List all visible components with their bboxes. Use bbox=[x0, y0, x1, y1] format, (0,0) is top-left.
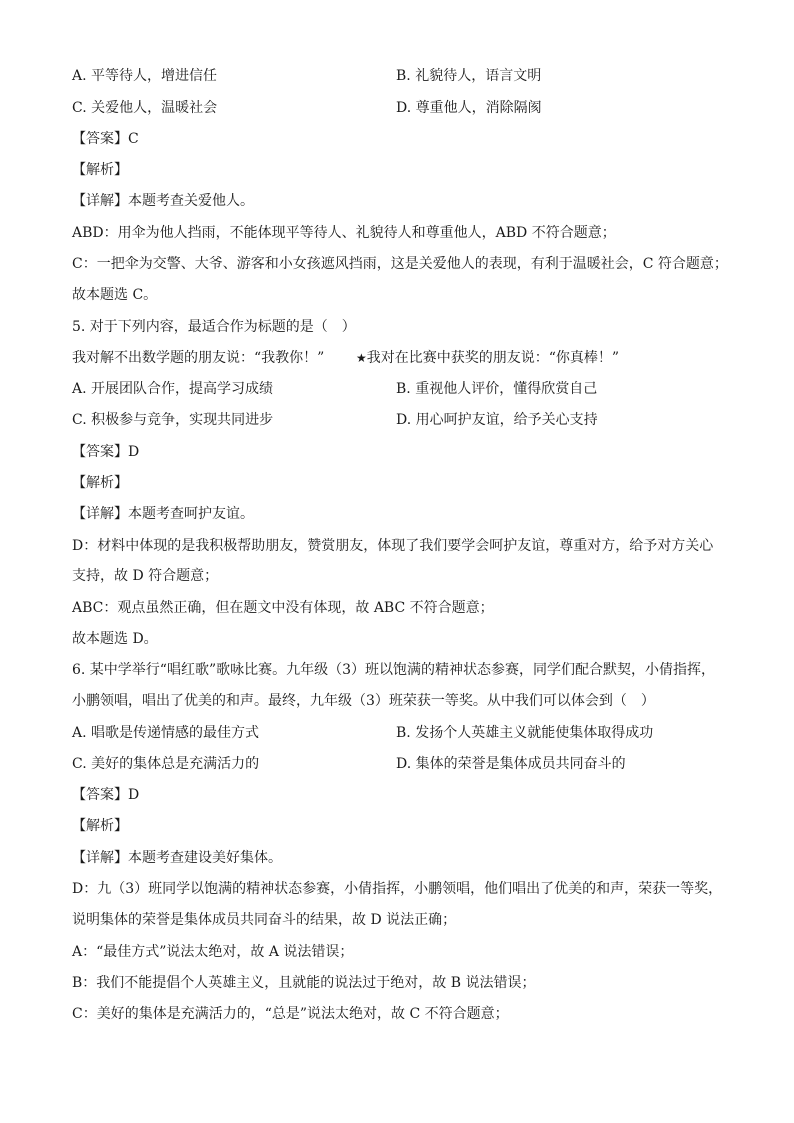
q5-detail: 【详解】本题考查呵护友谊。 bbox=[72, 506, 254, 522]
q5-conclusion: 故本题选 D。 bbox=[72, 631, 158, 647]
q4-explanation-line-1: ABD：用伞为他人挡雨，不能体现平等待人、礼貌待人和尊重他人，ABD 不符合题意； bbox=[72, 225, 616, 241]
q6-detail: 【详解】本题考查建设美好集体。 bbox=[72, 850, 282, 866]
q5-option-d: D. 用心呵护友谊，给予关心支持 bbox=[396, 412, 598, 428]
q5-option-a: A. 开展团队合作，提高学习成绩 bbox=[72, 381, 274, 397]
q4-option-b: B. 礼貌待人，语言文明 bbox=[396, 68, 542, 84]
q5-option-c: C. 积极参与竞争，实现共同进步 bbox=[72, 412, 274, 428]
q6-question-line-1: 6. 某中学举行“唱红歌”歌咏比赛。九年级（3）班以饱满的精神状态参赛，同学们配合默契，小倩指挥， bbox=[72, 662, 716, 678]
q6-explanation-line-2: A：“最佳方式”说法太绝对，故 A 说法错误； bbox=[72, 944, 354, 960]
q6-analysis-heading: 【解析】 bbox=[72, 818, 128, 834]
q5-material-left: 我对解不出数学题的朋友说：“我教你！” bbox=[72, 350, 325, 366]
q4-explanation-line-2: C：一把伞为交警、大爷、游客和小女孩遮风挡雨，这是关爱他人的表现，有利于温暖社会，C 符合题意； bbox=[72, 256, 728, 272]
q4-analysis-heading: 【解析】 bbox=[72, 162, 128, 178]
q5-material-right: 我对在比赛中获奖的朋友说：“你真棒！” bbox=[366, 350, 620, 366]
q6-option-d: D. 集体的荣誉是集体成员共同奋斗的 bbox=[396, 756, 626, 772]
q6-explanation-line-1a: D：九（3）班同学以饱满的精神状态参赛，小倩指挥，小鹏领唱，他们唱出了优美的和声，荣获一等奖， bbox=[72, 881, 723, 897]
q5-answer: 【答案】D bbox=[72, 444, 140, 460]
q5-option-b: B. 重视他人评价，懂得欣赏自己 bbox=[396, 381, 598, 397]
q5-analysis-heading: 【解析】 bbox=[72, 475, 128, 491]
q4-option-c: C. 关爱他人，温暖社会 bbox=[72, 100, 218, 116]
q5-question: 5. 对于下列内容，最适合作为标题的是（ ） bbox=[72, 319, 356, 335]
q5-explanation-line-1b: 支持，故 D 符合题意； bbox=[72, 568, 219, 584]
q6-option-a: A. 唱歌是传递情感的最佳方式 bbox=[72, 725, 260, 741]
q5-explanation-line-1a: D：材料中体现的是我积极帮助朋友，赞赏朋友，体现了我们要学会呵护友谊，尊重对方，给予对方关心 bbox=[72, 538, 714, 554]
q5-material-right-line bbox=[356, 349, 619, 367]
q6-explanation-line-1b: 说明集体的荣誉是集体成员共同奋斗的结果，故 D 说法正确； bbox=[72, 912, 457, 928]
q4-option-d: D. 尊重他人，消除隔阂 bbox=[396, 100, 542, 116]
q4-answer: 【答案】C bbox=[72, 131, 139, 147]
star-icon: ★ bbox=[356, 351, 367, 365]
q6-explanation-line-3: B：我们不能提倡个人英雄主义，且就能的说法过于绝对，故 B 说法错误； bbox=[72, 975, 536, 991]
q6-option-c: C. 美好的集体总是充满活力的 bbox=[72, 756, 260, 772]
q4-option-a: A. 平等待人，增进信任 bbox=[72, 68, 218, 84]
q6-explanation-line-4: C：美好的集体是充满活力的，“总是”说法太绝对，故 C 不符合题意； bbox=[72, 1006, 509, 1022]
q4-conclusion: 故本题选 C。 bbox=[72, 287, 158, 303]
q6-option-b: B. 发扬个人英雄主义就能使集体取得成功 bbox=[396, 725, 654, 741]
q6-answer: 【答案】D bbox=[72, 787, 140, 803]
q5-explanation-line-2: ABC：观点虽然正确，但在题文中没有体现，故 ABC 不符合题意； bbox=[72, 600, 494, 616]
q4-detail: 【详解】本题考查关爱他人。 bbox=[72, 193, 254, 209]
q6-question-line-2: 小鹏领唱，唱出了优美的和声。最终，九年级（3）班荣获一等奖。从中我们可以体会到（ ） bbox=[72, 693, 655, 709]
